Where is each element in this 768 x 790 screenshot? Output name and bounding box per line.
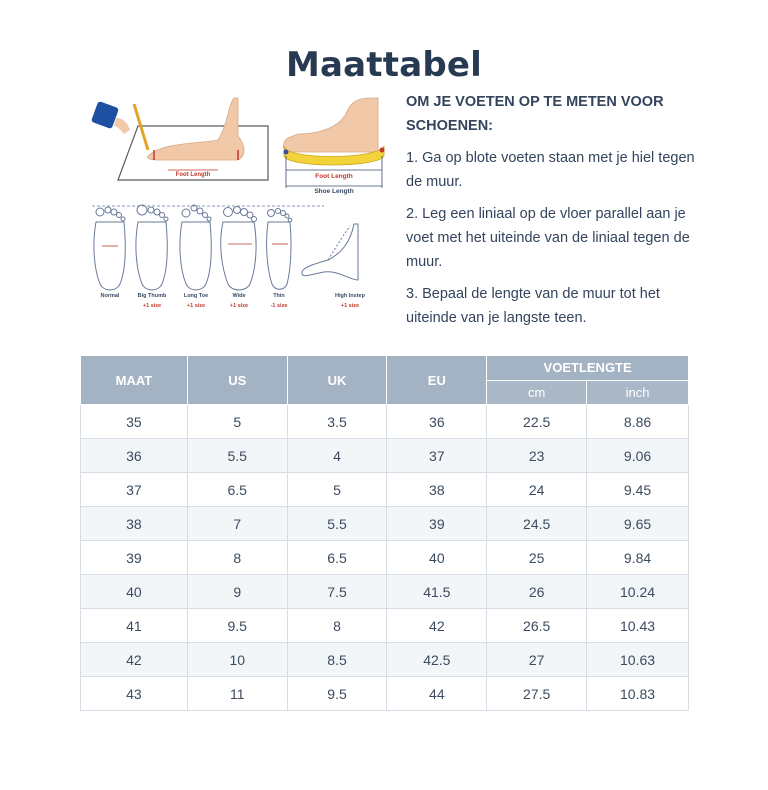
cell-uk: 8: [287, 609, 387, 643]
size-chart-body: [81, 405, 689, 711]
cell-us: 11: [187, 677, 287, 711]
measuring-instructions: [406, 90, 706, 338]
cell-maat: 38: [81, 507, 188, 541]
cell-maat: 35: [81, 405, 188, 439]
cell-us: 9: [187, 575, 287, 609]
note-high-instep: +1 size: [340, 303, 360, 309]
foot-thin-outline: [267, 209, 292, 290]
shoe-length-diagram: [284, 98, 385, 195]
foot-measurement-illustration: [88, 94, 390, 316]
label-wide: Wide: [232, 293, 246, 299]
foot-length-label-left: Foot Length: [175, 172, 211, 178]
cell-eu: 36: [387, 405, 487, 439]
header-us: US: [187, 356, 287, 405]
cell-uk: 6.5: [287, 541, 387, 575]
foot-long-toe-outline: [180, 205, 211, 290]
cell-uk: 3.5: [287, 405, 387, 439]
shoe-length-label: Shoe Length: [314, 188, 354, 195]
cell-inch: 8.86: [587, 405, 689, 439]
table-row: [81, 507, 689, 541]
table-row: [81, 643, 689, 677]
note-wide: +1 size: [229, 303, 249, 309]
cell-cm: 27: [487, 643, 587, 677]
cell-uk: 8.5: [287, 643, 387, 677]
label-normal: Normal: [100, 293, 120, 299]
foot-types-row: [94, 205, 358, 290]
page-title: Maattabel: [285, 44, 483, 85]
header-inch: inch: [587, 380, 689, 405]
cell-eu: 41.5: [387, 575, 487, 609]
instruction-step-3: 3. Bepaal de lengte van de muur tot het uiteinde van je langste teen.: [406, 286, 660, 326]
cell-eu: 39: [387, 507, 487, 541]
cell-inch: 10.63: [587, 643, 689, 677]
cell-us: 7: [187, 507, 287, 541]
note-big-thumb: +1 size: [142, 303, 162, 309]
instruction-step-1: 1. Ga op blote voeten staan met je hiel tegen de muur.: [406, 150, 695, 190]
cell-us: 5.5: [187, 439, 287, 473]
table-row: [81, 575, 689, 609]
label-high-instep: High Instep: [335, 293, 365, 299]
cell-inch: 9.45: [587, 473, 689, 507]
cell-maat: 41: [81, 609, 188, 643]
instructions-heading: OM JE VOETEN OP TE METEN VOOR SCHOENEN:: [406, 94, 664, 134]
cell-inch: 9.65: [587, 507, 689, 541]
cell-cm: 27.5: [487, 677, 587, 711]
cell-inch: 10.83: [587, 677, 689, 711]
cell-uk: 5: [287, 473, 387, 507]
cell-maat: 36: [81, 439, 188, 473]
note-thin: -1 size: [270, 303, 288, 309]
cell-us: 10: [187, 643, 287, 677]
cell-inch: 10.24: [587, 575, 689, 609]
header-cm: cm: [487, 380, 587, 405]
foot-length-label-right: Foot Length: [315, 173, 353, 180]
cell-inch: 10.43: [587, 609, 689, 643]
header-uk: UK: [287, 356, 387, 405]
cell-maat: 43: [81, 677, 188, 711]
measuring-foot-diagram: [91, 98, 268, 180]
cell-maat: 42: [81, 643, 188, 677]
cell-cm: 24: [487, 473, 587, 507]
cell-uk: 4: [287, 439, 387, 473]
cell-cm: 23: [487, 439, 587, 473]
cell-cm: 26: [487, 575, 587, 609]
cell-cm: 22.5: [487, 405, 587, 439]
cell-us: 6.5: [187, 473, 287, 507]
cell-us: 9.5: [187, 609, 287, 643]
cell-eu: 37: [387, 439, 487, 473]
header-eu: EU: [387, 356, 487, 405]
label-long-toe: Long Toe: [183, 293, 209, 299]
foot-wide-outline: [221, 207, 257, 291]
cell-eu: 42: [387, 609, 487, 643]
label-big-thumb: Big Thumb: [137, 293, 167, 299]
cell-eu: 38: [387, 473, 487, 507]
cell-eu: 44: [387, 677, 487, 711]
cell-maat: 40: [81, 575, 188, 609]
header-maat: MAAT: [81, 356, 188, 405]
foot-types-labels: [101, 293, 366, 309]
cell-uk: 5.5: [287, 507, 387, 541]
cell-us: 8: [187, 541, 287, 575]
cell-maat: 39: [81, 541, 188, 575]
cell-inch: 9.84: [587, 541, 689, 575]
cell-us: 5: [187, 405, 287, 439]
foot-high-instep-outline: [302, 224, 358, 280]
table-row: [81, 541, 689, 575]
cell-cm: 25: [487, 541, 587, 575]
label-thin: Thin: [273, 293, 285, 299]
table-row: [81, 609, 689, 643]
cell-cm: 24.5: [487, 507, 587, 541]
foot-big-thumb-outline: [136, 205, 168, 290]
table-row: [81, 439, 689, 473]
cell-cm: 26.5: [487, 609, 587, 643]
table-row: [81, 405, 689, 439]
cell-eu: 40: [387, 541, 487, 575]
table-row: [81, 473, 689, 507]
cell-maat: 37: [81, 473, 188, 507]
cell-eu: 42.5: [387, 643, 487, 677]
note-long-toe: +1 size: [186, 303, 206, 309]
cell-uk: 7.5: [287, 575, 387, 609]
header-voetlengte: VOETLENGTE: [487, 356, 689, 381]
instruction-step-2: 2. Leg een liniaal op de vloer parallel aan je voet met het uiteinde van de liniaal tegen de muur.: [406, 206, 690, 270]
size-chart-header: [81, 356, 689, 405]
table-row: [81, 677, 689, 711]
foot-normal-outline: [94, 207, 125, 290]
cell-inch: 9.06: [587, 439, 689, 473]
cell-uk: 9.5: [287, 677, 387, 711]
size-chart-table: [80, 355, 689, 711]
